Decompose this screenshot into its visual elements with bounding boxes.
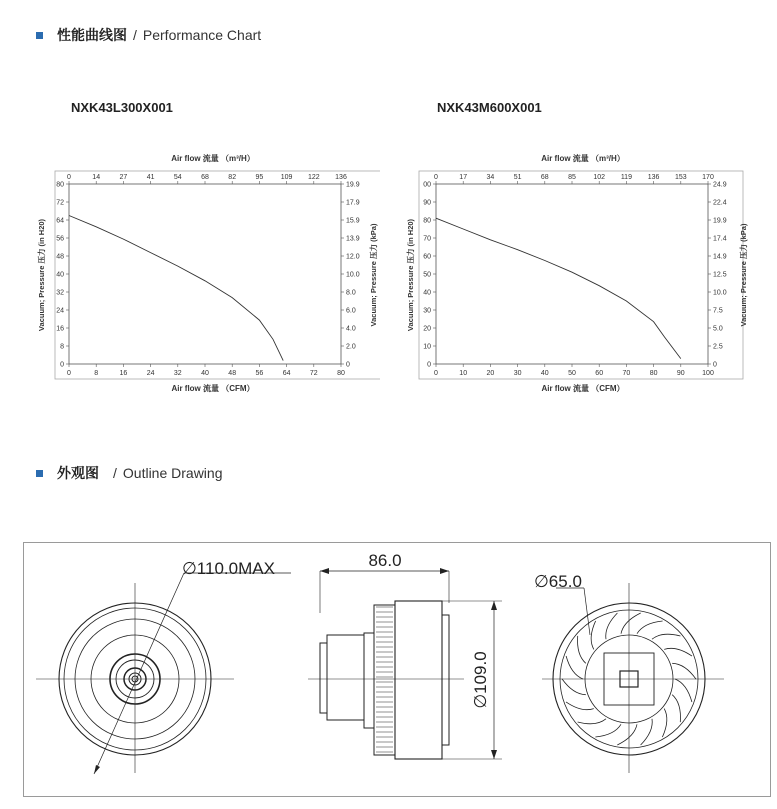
fan-blade: [637, 621, 663, 634]
x-top-tick-label: 170: [702, 174, 714, 181]
y-left-tick-label: 16: [56, 325, 64, 333]
dim-width: 86.0: [368, 551, 402, 570]
x-tick-label: 40: [201, 370, 209, 377]
y-right-tick-label: 17.4: [713, 235, 727, 243]
y-left-tick-label: 56: [56, 235, 64, 243]
y-left-tick-label: 20: [423, 325, 431, 333]
chart-2-top-axis-label: Air flow 流量 （m³/H）: [541, 154, 625, 163]
x-top-tick-label: 109: [280, 174, 293, 181]
fan-blade: [566, 702, 594, 710]
dim-inner-diameter: ∅65.0: [534, 572, 582, 591]
x-top-tick-label: 68: [540, 174, 549, 181]
fan-blade: [621, 613, 641, 634]
x-top-tick-label: 51: [513, 174, 522, 181]
y-right-tick-label: 10.0: [346, 271, 360, 279]
chart-2-plot-area: [436, 184, 708, 364]
x-tick-label: 56: [255, 370, 264, 377]
x-tick-label: 32: [173, 370, 182, 377]
x-tick-label: 0: [434, 370, 438, 377]
fan-blade: [578, 719, 606, 724]
fan-blade: [652, 634, 680, 639]
chart-2-top-ticks: [434, 174, 714, 184]
side-view-fins: [376, 607, 393, 752]
section-title-outline: [36, 463, 223, 483]
x-top-tick-label: 122: [307, 174, 320, 181]
fan-blade: [606, 613, 618, 639]
chart-1-right-axis-label: Vacuum; Pressure 压力 (kPa): [369, 223, 378, 327]
chart-2-model-name: NXK43M600X001: [437, 100, 542, 115]
section-title-en: Outline Drawing: [122, 465, 223, 481]
fan-blade: [672, 695, 680, 722]
chart-1-left-axis-label: Vacuum; Pressure 压力 (in H20): [37, 218, 46, 332]
y-right-tick-label: 5.0: [713, 325, 723, 333]
fan-blade: [664, 648, 692, 656]
fan-blade: [595, 724, 621, 737]
chart-2-left-ticks: [423, 182, 436, 369]
front-view: [36, 573, 291, 774]
x-top-tick-label: 68: [201, 174, 209, 181]
fan-blade: [641, 719, 653, 745]
bullet-square-icon: [36, 32, 43, 39]
x-top-tick-label: 153: [674, 174, 687, 181]
x-tick-label: 90: [676, 370, 685, 377]
x-tick-label: 64: [282, 370, 291, 377]
y-left-tick-label: 00: [423, 181, 431, 189]
x-top-tick-label: 14: [92, 174, 101, 181]
fan-blade: [591, 621, 595, 650]
chart-1-frame: [55, 171, 380, 379]
fan-blade: [578, 636, 586, 663]
y-right-tick-label: 12.5: [713, 271, 727, 279]
bullet-square-icon: [36, 470, 43, 477]
x-top-tick-label: 102: [593, 174, 606, 181]
x-tick-label: 80: [337, 370, 345, 377]
x-top-tick-label: 0: [67, 174, 71, 181]
y-right-tick-label: 13.9: [346, 235, 360, 243]
x-tick-label: 0: [67, 370, 71, 377]
x-top-tick-label: 34: [486, 174, 495, 181]
chart-2-left-axis-label: Vacuum; Pressure 压力 (in H20): [406, 218, 415, 332]
fan-blade: [675, 679, 692, 702]
x-tick-label: 24: [146, 370, 155, 377]
y-right-tick-label: 7.5: [713, 307, 723, 315]
x-top-tick-label: 119: [620, 174, 632, 181]
y-right-tick-label: 10.0: [713, 289, 727, 297]
chart-1-top-axis-label: Air flow 流量 （m³/H）: [171, 154, 255, 163]
y-right-tick-label: 0: [346, 361, 350, 369]
x-tick-label: 48: [228, 370, 237, 377]
fan-blade: [662, 709, 666, 738]
y-left-tick-label: 64: [56, 217, 64, 225]
dim-diameter-max: ∅110.0MAX: [182, 559, 275, 578]
y-right-tick-label: 0: [713, 361, 717, 369]
section-title-cn: 性能曲线图: [57, 27, 127, 43]
y-right-tick-label: 24.9: [713, 181, 727, 189]
x-tick-label: 70: [622, 370, 631, 377]
y-left-tick-label: 80: [423, 217, 431, 225]
chart-2-right-ticks: [708, 182, 727, 369]
y-right-tick-label: 2.5: [713, 343, 723, 351]
x-top-tick-label: 41: [146, 174, 155, 181]
section-title-performance: [36, 25, 261, 45]
rear-view: [542, 583, 724, 773]
x-tick-label: 100: [702, 370, 714, 377]
y-right-tick-label: 15.9: [346, 217, 360, 225]
y-right-tick-label: 14.9: [713, 253, 727, 261]
fan-blade: [562, 679, 586, 695]
y-left-tick-label: 40: [56, 271, 64, 279]
y-right-tick-label: 2.0: [346, 343, 356, 351]
x-top-tick-label: 85: [568, 174, 576, 181]
performance-chart-2: [404, 150, 750, 400]
x-tick-label: 60: [595, 370, 604, 377]
y-left-tick-label: 80: [56, 181, 64, 189]
x-tick-label: 16: [119, 370, 128, 377]
y-right-tick-label: 4.0: [346, 325, 356, 333]
y-left-tick-label: 32: [56, 289, 64, 297]
y-right-tick-label: 6.0: [346, 307, 356, 315]
y-left-tick-label: 70: [423, 235, 431, 243]
y-right-tick-label: 19.9: [346, 181, 360, 189]
x-tick-label: 10: [459, 370, 468, 377]
x-top-tick-label: 136: [647, 174, 660, 181]
chart-2-series-line: [436, 218, 681, 358]
chart-1-right-ticks: [341, 182, 360, 369]
y-right-tick-label: 12.0: [346, 253, 360, 261]
chart-1-top-ticks: [67, 174, 347, 184]
x-tick-label: 8: [94, 370, 99, 377]
y-right-tick-label: 22.4: [713, 199, 727, 207]
chart-1-model-name: NXK43L300X001: [71, 100, 173, 115]
x-top-tick-label: 17: [459, 174, 468, 181]
section-title-en: Performance Chart: [142, 27, 262, 43]
y-left-tick-label: 0: [427, 361, 431, 369]
x-top-tick-label: 82: [228, 174, 237, 181]
x-tick-label: 40: [540, 370, 549, 377]
y-right-tick-label: 17.9: [346, 199, 360, 207]
y-right-tick-label: 19.9: [713, 217, 727, 225]
x-top-tick-label: 27: [119, 174, 128, 181]
x-top-tick-label: 0: [434, 174, 438, 181]
section-title-cn: 外观图: [57, 465, 99, 481]
chart-1-series-line: [69, 216, 283, 361]
chart-1-left-ticks: [56, 182, 69, 369]
fan-blade: [672, 663, 696, 679]
chart-2-right-axis-label: Vacuum; Pressure 压力 (kPa): [739, 223, 748, 327]
x-tick-label: 30: [513, 370, 522, 377]
y-left-tick-label: 30: [423, 307, 431, 315]
y-left-tick-label: 10: [423, 343, 431, 351]
chart-1-bottom-ticks: [67, 364, 345, 377]
chart-2-bottom-axis-label: Air flow 流量 （CFM）: [541, 384, 625, 393]
y-left-tick-label: 48: [56, 253, 64, 261]
y-left-tick-label: 24: [56, 307, 64, 315]
y-right-tick-label: 8.0: [346, 289, 356, 297]
chart-1-plot-area: [69, 184, 341, 364]
fan-blade: [617, 724, 637, 745]
x-tick-label: 72: [309, 370, 318, 377]
dim-height: ∅109.0: [471, 651, 490, 709]
fan-blade: [566, 656, 583, 679]
x-top-tick-label: 95: [255, 174, 264, 181]
y-left-tick-label: 60: [423, 253, 431, 261]
x-top-tick-label: 136: [335, 174, 347, 181]
x-tick-label: 20: [486, 370, 495, 377]
section-title-sep: /: [133, 27, 137, 43]
y-left-tick-label: 72: [56, 199, 64, 207]
y-left-tick-label: 50: [423, 271, 431, 279]
chart-1-bottom-axis-label: Air flow 流量 （CFM）: [171, 384, 255, 393]
x-tick-label: 80: [649, 370, 658, 377]
y-left-tick-label: 90: [423, 199, 431, 207]
outline-drawing: [24, 543, 770, 796]
x-tick-label: 50: [568, 370, 576, 377]
y-left-tick-label: 40: [423, 289, 431, 297]
chart-2-frame: [419, 171, 743, 379]
x-top-tick-label: 54: [173, 174, 182, 181]
performance-chart-1: [34, 150, 380, 400]
y-left-tick-label: 8: [60, 343, 64, 351]
outline-drawing-frame: [23, 542, 771, 797]
chart-2-bottom-ticks: [434, 364, 714, 377]
section-title-sep: /: [113, 465, 117, 481]
y-left-tick-label: 0: [60, 361, 64, 369]
